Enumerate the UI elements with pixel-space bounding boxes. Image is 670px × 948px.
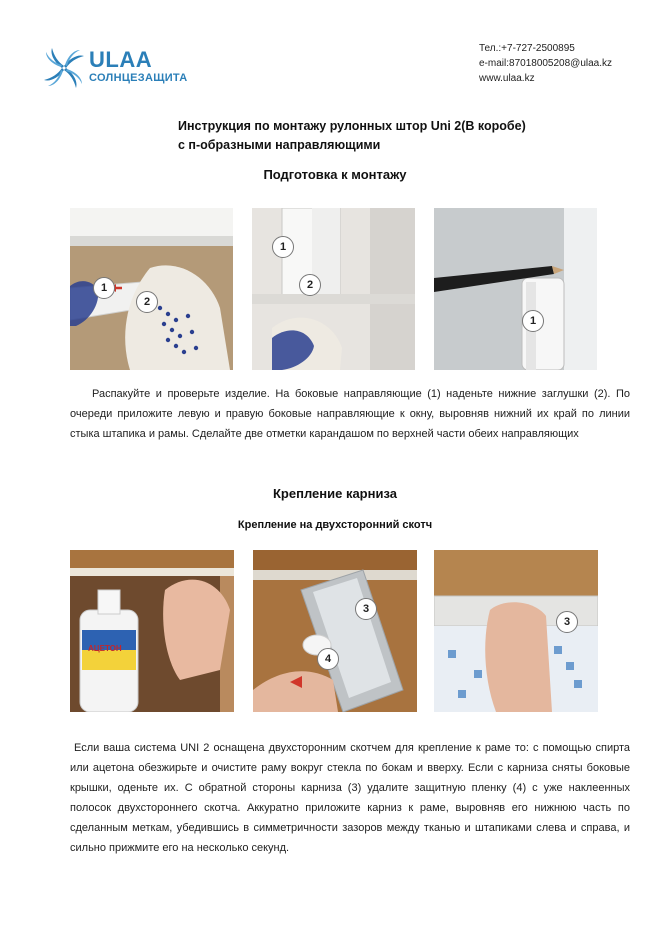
photo-press-cornice xyxy=(434,550,598,712)
section-heading-preparation: Подготовка к монтажу xyxy=(263,167,407,182)
document-title-line-1: Инструкция по монтажу рулонных штор Uni 2(В коробе) xyxy=(178,119,526,133)
contact-block xyxy=(479,41,612,86)
brand-subtitle: СОЛНЦЕЗАЩИТА xyxy=(89,72,188,84)
document-title xyxy=(178,117,618,155)
red-arrow-icon xyxy=(290,676,302,688)
contact-email[interactable]: e-mail:87018005208@ulaa.kz xyxy=(479,58,613,69)
marker-1-photo-3: 1 xyxy=(522,310,544,332)
marker-3-photo-6: 3 xyxy=(556,611,578,633)
marker-1-photo-1: 1 xyxy=(93,277,115,299)
marker-2-photo-2: 2 xyxy=(299,274,321,296)
subheading-double-tape: Крепление на двухсторонний скотч xyxy=(237,519,433,531)
preparation-paragraph: Распакуйте и проверьте изделие. На боковые направляющие (1) наденьте нижние заглушки (2). По очереди приложите левую и правую боковые направляющие к окну, выровняв нижний их край по линии стыка штапика и рамы. Сделайте две отметки карандашом по верхней части обеих направляющих xyxy=(70,388,630,440)
marker-3-photo-5: 3 xyxy=(355,598,377,620)
marker-1-photo-2: 1 xyxy=(272,236,294,258)
photo-attach-guide xyxy=(252,208,415,370)
marker-4-photo-5: 4 xyxy=(317,648,339,670)
brand-name: ULAA xyxy=(89,47,153,72)
marker-2-photo-1: 2 xyxy=(136,291,158,313)
photo-degrease-frame xyxy=(70,550,234,712)
company-logo xyxy=(42,46,242,90)
section-heading-cornice: Крепление карниза xyxy=(272,486,397,501)
cornice-paragraph: Если ваша система UNI 2 оснащена двухсторонним скотчем для крепление к раме то: с помощью спирта или ацетона обезжирьте и очистите раму вокруг стекла по бокам и вверху. Если с карниза сняты боковые крышки, оденьте их. С обратной стороны карниза (3) удалите защитную пленку (4) с уже наклеенных полосок двухстороннего скотча. Аккуратно приложите карниз к раме, выровняв его нижнюю часть по сделанным меткам, убедившись в симметричности зазоров между тканью и штапиками слева и справа, и сильно прижмите его на несколько секунд. xyxy=(70,742,630,854)
contact-website[interactable]: www.ulaa.kz xyxy=(479,73,535,84)
document-title-line-2: с п-образными направляющими xyxy=(178,138,381,152)
contact-phone: Тел.:+7-727-2500895 xyxy=(479,43,575,54)
pinwheel-logo-icon xyxy=(42,46,86,90)
photo-pencil-mark xyxy=(434,208,597,370)
photo-remove-film xyxy=(253,550,417,712)
acetone-bottle-label: АЦЕТОН xyxy=(88,644,122,653)
